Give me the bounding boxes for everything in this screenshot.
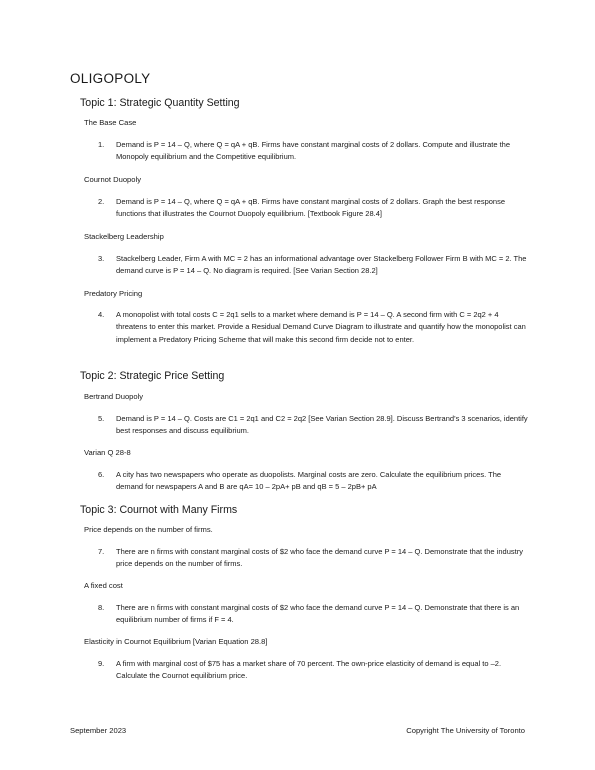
question-8 <box>98 602 530 627</box>
footer-copyright: Copyright The University of Toronto <box>406 726 525 735</box>
question-5 <box>98 413 530 438</box>
subheading-stackelberg: Stackelberg Leadership <box>84 232 164 241</box>
subheading-number-of-firms: Price depends on the number of firms. <box>84 525 213 534</box>
subheading-elasticity: Elasticity in Cournot Equilibrium [Varian Equation 28.8] <box>84 637 268 646</box>
question-7 <box>98 546 530 571</box>
question-text: A city has two newspapers who operate as duopolists. Marginal costs are zero. Calculate the equilibrium prices. The demand for newspapers A and B are qA= 10 – 2pA+ pB and qB = 5 – 2pB+ pA <box>116 470 502 492</box>
question-6 <box>98 469 530 494</box>
question-text: There are n firms with constant marginal costs of $2 who face the demand curve P = 14 – Q. Demonstrate that the industry price depends on the number of firms. <box>116 547 523 569</box>
subheading-cournot-duopoly: Cournot Duopoly <box>84 175 141 184</box>
question-text: Demand is P = 14 – Q. Costs are C1 = 2q1 and C2 = 2q2 [See Varian Section 28.9]. Discuss Bertrand’s 3 scenarios, identify best responses and discuss equilibrium. <box>116 414 528 436</box>
question-number: 5. <box>98 414 105 423</box>
question-text: Demand is P = 14 – Q, where Q = qA + qB. Firms have constant marginal costs of 2 dollars. Compute and illustrate the Monopoly equilibrium and the Competitive equilibrium. <box>116 140 511 162</box>
footer-date: September 2023 <box>70 726 127 735</box>
question-2 <box>98 196 530 221</box>
question-number: 6. <box>98 470 105 479</box>
subheading-varian-q: Varian Q 28-8 <box>84 448 131 457</box>
question-text: A monopolist with total costs C = 2q1 sells to a market where demand is P = 14 – Q. A second firm with C = 2q2 + 4 threatens to enter this market. Provide a Residual Demand Curve Diagram to illustrate and quantify how the monopolist can implement a Predatory Pricing Scheme that will make this second firm decide not to enter. <box>116 310 526 344</box>
question-number: 9. <box>98 659 105 668</box>
page-title: OLIGOPOLY <box>70 71 151 86</box>
question-text: Demand is P = 14 – Q, where Q = qA + qB. Firms have constant marginal costs of 2 dollars. Graph the best response functions that illustrates the Cournot Duopoly equilibrium. [Textbook Figure 28.4] <box>116 197 506 219</box>
question-number: 1. <box>98 140 105 149</box>
question-1 <box>98 139 530 164</box>
topic-heading-3: Topic 3: Cournot with Many Firms <box>80 504 238 516</box>
topic-heading-1: Topic 1: Strategic Quantity Setting <box>80 97 240 109</box>
question-text: A firm with marginal cost of $75 has a market share of 70 percent. The own-price elasticity of demand is equal to –2. Calculate the Cournot equilibrium price. <box>116 659 502 681</box>
subheading-base-case: The Base Case <box>84 118 137 127</box>
question-number: 3. <box>98 254 105 263</box>
subheading-bertrand: Bertrand Duopoly <box>84 392 144 401</box>
question-text: There are n firms with constant marginal costs of $2 who face the demand curve P = 14 – Q. Demonstrate that there is an equilibrium number of firms if F = 4. <box>116 603 520 625</box>
question-text: Stackelberg Leader, Firm A with MC = 2 has an informational advantage over Stackelberg Follower Firm B with MC = 2. The demand curve is P = 14 – Q. No diagram is required. [See Varian Section 28.2] <box>116 254 527 276</box>
question-number: 8. <box>98 603 105 612</box>
subheading-fixed-cost: A fixed cost <box>84 581 123 590</box>
question-3 <box>98 253 530 278</box>
question-9 <box>98 658 530 683</box>
question-number: 2. <box>98 197 105 206</box>
question-4 <box>98 309 530 346</box>
question-number: 7. <box>98 547 105 556</box>
subheading-predatory-pricing: Predatory Pricing <box>84 289 143 298</box>
question-number: 4. <box>98 310 105 319</box>
topic-heading-2: Topic 2: Strategic Price Setting <box>80 370 225 382</box>
